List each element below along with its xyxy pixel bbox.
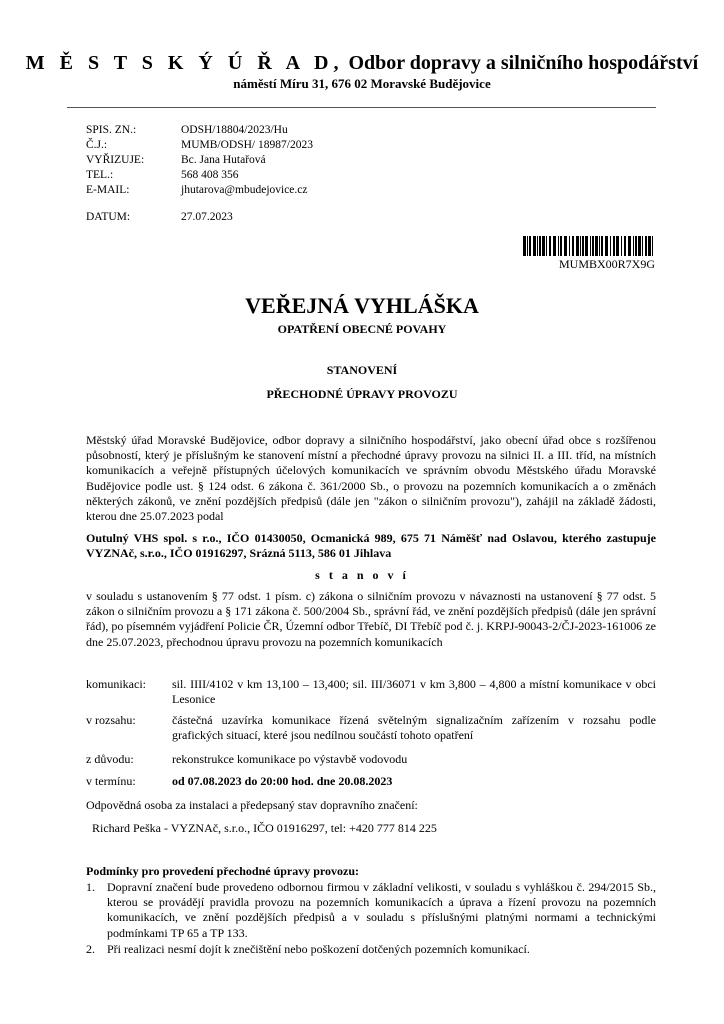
meta-value-spis: ODSH/18804/2023/Hu [181, 124, 288, 136]
barcode-number: MUMBX00R7X9G [558, 257, 655, 271]
document-title: VEŘEJNÁ VYHLÁŠKA [245, 293, 479, 318]
condition-number: 1. [86, 880, 95, 894]
office-header [0, 52, 724, 75]
applicant-paragraph: Outulný VHS spol. s r.o., IČO 01430050, Ocmanická 989, 675 71 Náměšť nad Oslavou, kterého zastupuje VYZNAč, s.r.o., IČO 01916297, Srázná 5113, 586 01 Jihlava [86, 531, 656, 561]
barcode-bar [610, 236, 611, 256]
barcode-bar [576, 236, 579, 256]
conditions-heading: Podmínky pro provedení přechodné úpravy provozu: [86, 864, 360, 878]
barcode-bar [549, 236, 551, 256]
barcode-bar [638, 236, 641, 256]
header-divider [67, 107, 656, 108]
meta-value-email: jhutarova@mbudejovice.cz [181, 184, 308, 196]
barcode-bar [546, 236, 547, 256]
barcode-bar [633, 236, 634, 256]
barcode-bar [592, 236, 594, 256]
row-value: od 07.08.2023 do 20:00 hod. dne 20.08.2023 [172, 774, 393, 788]
barcode-bar [542, 236, 545, 256]
condition-text: Dopravní značení bude provedeno odbornou firmou v základní velikosti, v souladu s vyhláškou č. 294/2015 Sb., kterou se provádějí pravidla provozu na pozemních komunikacích a úprava a řízení provozu na pozemních komunikacích, ve znění pozdějších předpisů a v souladu s příslušnými platnými normami a technickými podmínkami TP 65 a TP 133. [107, 880, 656, 940]
office-department: Odbor dopravy a silničního hospodářství [343, 52, 699, 74]
row-termin [0, 774, 724, 790]
decision-keyword: s t a n o v í [315, 568, 409, 582]
section-heading-stanoveni: STANOVENÍ [326, 363, 398, 377]
meta-value-tel: 568 408 356 [181, 169, 239, 181]
barcode-bar [580, 236, 581, 256]
barcode-bar [621, 236, 622, 256]
barcode-bar [613, 236, 615, 256]
condition-text: Při realizaci nesmí dojít k znečištění nebo poškození dotčených pozemních komunikací. [107, 942, 530, 956]
row-label: v termínu: [86, 774, 136, 788]
barcode-bar [558, 236, 559, 256]
meta-value-date: 27.07.2023 [181, 211, 233, 223]
condition-item [0, 880, 724, 942]
barcode-bar [642, 236, 643, 256]
barcode [523, 236, 655, 256]
office-name: M Ě S T S K Ý Ú Ř A D, [25, 52, 344, 74]
meta-key-date: DATUM: [86, 211, 131, 223]
barcode-bar [539, 236, 541, 256]
intro-paragraph: Městský úřad Moravské Budějovice, odbor dopravy a silničního hospodářství, jako obecní úřad obce s rozšířenou působností, který je příslušným ke stanovení místní a přechodné úpravy provozu na silnici II. a III. tříd, na místních komunikacích a veřejně přístupných účelových komunikacích ve správním obvodu Městského úřadu Moravské Budějovice podle ust. § 124 odst. 6 zákona č. 361/2000 Sb., o provozu na pozemních komunikacích a o změnách některých zákonů, ve znění pozdějších předpisů (dále jen "zákon o silničním provozu"), zahájil na základě žádosti, kterou dne 25.07.2023 podal [86, 433, 656, 524]
barcode-bar [529, 236, 531, 256]
barcode-bar [635, 236, 637, 256]
barcode-bar [648, 236, 651, 256]
barcode-bar [605, 236, 608, 256]
barcode-bar [572, 236, 574, 256]
condition-item [0, 942, 724, 958]
barcode-bar [645, 236, 647, 256]
barcode-bar [553, 236, 556, 256]
meta-key-vyrizuje: VYŘIZUJE: [86, 154, 145, 166]
document-subtitle: OPATŘENÍ OBECNÉ POVAHY [277, 322, 447, 336]
row-value: rekonstrukce komunikace po výstavbě vodovodu [172, 752, 408, 766]
meta-value-vyrizuje: Bc. Jana Hutařová [181, 154, 266, 166]
barcode-bar [601, 236, 603, 256]
barcode-bar [582, 236, 584, 256]
barcode-bar [523, 236, 526, 256]
barcode-bar [624, 236, 626, 256]
meta-key-email: E-MAIL: [86, 184, 130, 196]
responsible-label: Odpovědná osoba za instalaci a předepsaný stav dopravního značení: [86, 798, 418, 812]
row-label: komunikaci: [86, 677, 146, 691]
barcode-bar [537, 236, 538, 256]
meta-key-cj: Č.J.: [86, 139, 108, 151]
responsible-person: Richard Peška - VYZNAč, s.r.o., IČO 01916297, tel: +420 777 814 225 [92, 821, 437, 835]
barcode-bar [628, 236, 631, 256]
barcode-bar [616, 236, 619, 256]
barcode-bar [533, 236, 536, 256]
row-rozsah [0, 713, 724, 745]
barcode-bar [564, 236, 567, 256]
barcode-bar [599, 236, 600, 256]
barcode-bar [590, 236, 591, 256]
barcode-bar [595, 236, 598, 256]
row-label: z důvodu: [86, 752, 134, 766]
meta-key-spis: SPIS. ZN.: [86, 124, 137, 136]
office-address: náměstí Míru 31, 676 02 Moravské Budějovice [233, 76, 491, 91]
barcode-bar [560, 236, 562, 256]
section-heading-uprava: PŘECHODNÉ ÚPRAVY PROVOZU [266, 387, 458, 401]
meta-key-tel: TEL.: [86, 169, 114, 181]
condition-number: 2. [86, 942, 95, 956]
row-duvod [0, 752, 724, 768]
row-value: sil. IIII/4102 v km 13,100 – 13,400; sil. III/36071 v km 3,800 – 4,800 a místní komunikace v obci Lesonice [172, 677, 656, 707]
barcode-bar [527, 236, 528, 256]
barcode-bar [569, 236, 570, 256]
legal-basis-paragraph: v souladu s ustanovením § 77 odst. 1 písm. c) zákona o silničním provozu v návaznosti na ustanovení § 77 odst. 5 zákon o silničním provozu a § 171 zákona č. 500/2004 Sb., správní řád, ve znění pozdějších předpisů (dále jen správní řád), po písemném vyjádření Policie ČR, Územní odbor Třebíč, DI Třebíč pod č. j. KRPJ-90043-2/ČJ-2023-161006 ze dne 25.07.2023, přechodnou úpravu provozu na pozemních komunikacích [86, 589, 656, 649]
row-komunikaci [0, 677, 724, 709]
meta-value-cj: MUMB/ODSH/ 18987/2023 [181, 139, 313, 151]
barcode-bar [652, 236, 653, 256]
barcode-bar [585, 236, 588, 256]
row-label: v rozsahu: [86, 713, 136, 727]
row-value: částečná uzavírka komunikace řízená světelným signalizačním zařízením v rozsahu podle grafických situací, které jsou nedílnou součástí tohoto opatření [172, 713, 656, 743]
